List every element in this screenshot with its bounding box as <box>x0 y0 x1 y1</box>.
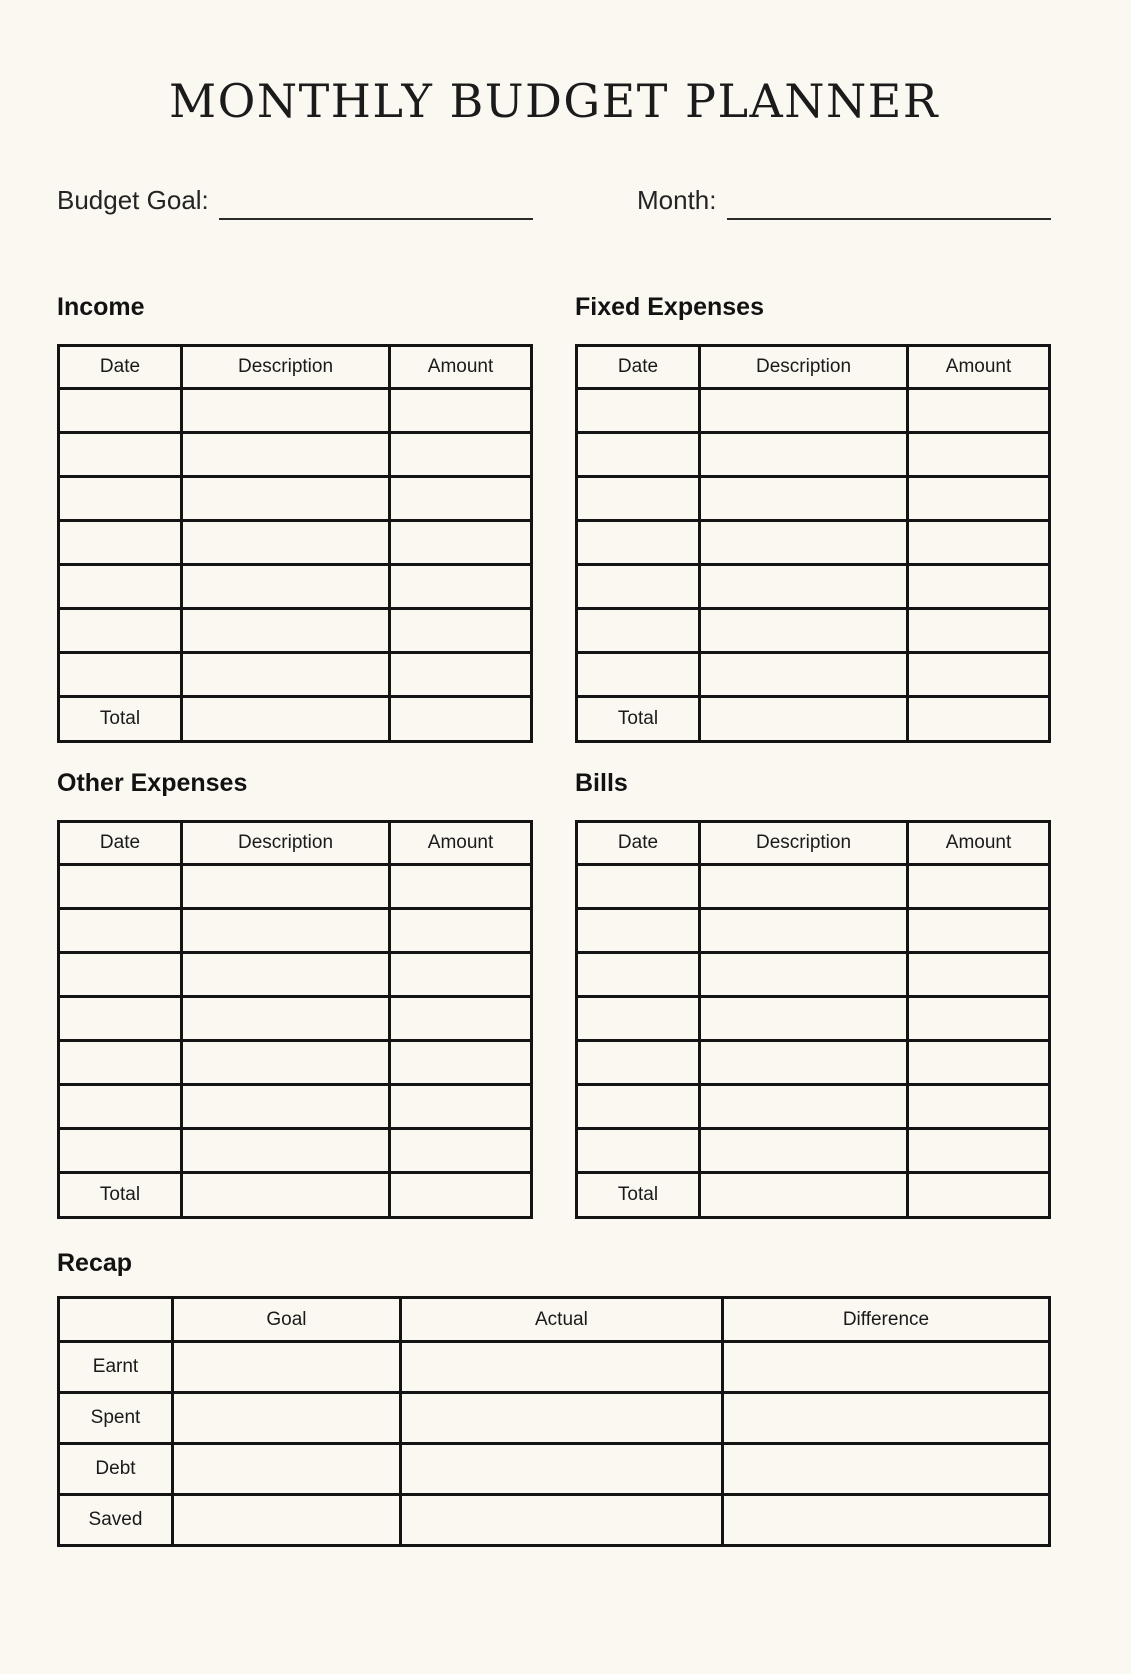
other-expenses-empty-cell-description[interactable] <box>181 865 389 909</box>
income-header-row <box>59 346 532 389</box>
income-empty-cell-amount[interactable] <box>390 389 532 433</box>
other-expenses-column-header-amount: Amount <box>390 822 532 865</box>
income-total-label: Total <box>59 697 182 742</box>
bills-total-description-cell[interactable] <box>699 1173 907 1218</box>
other-expenses-entry-row <box>59 865 532 909</box>
income-column-header-description: Description <box>181 346 389 389</box>
income-empty-cell-description[interactable] <box>181 653 389 697</box>
income-empty-cell-description[interactable] <box>181 609 389 653</box>
income-empty-cell-amount[interactable] <box>390 521 532 565</box>
recap-row-spent <box>59 1393 1050 1444</box>
other-expenses-column-header-date: Date <box>59 822 182 865</box>
fixed-expenses-empty-cell-description[interactable] <box>699 433 907 477</box>
income-empty-cell-date[interactable] <box>59 653 182 697</box>
recap-row-earnt <box>59 1342 1050 1393</box>
income-column-header-date: Date <box>59 346 182 389</box>
other-expenses-total-label: Total <box>59 1173 182 1218</box>
fixed-expenses-empty-cell-amount[interactable] <box>908 433 1050 477</box>
section-income <box>57 293 533 743</box>
recap-row-label: Earnt <box>59 1342 173 1393</box>
other-expenses-table <box>57 820 533 1219</box>
income-empty-cell-date[interactable] <box>59 433 182 477</box>
recap-row-label: Debt <box>59 1444 173 1495</box>
bills-column-header-description: Description <box>699 822 907 865</box>
bills-empty-cell-amount[interactable] <box>908 1129 1050 1173</box>
income-total-row <box>59 697 532 742</box>
month-field <box>637 185 1051 220</box>
income-empty-cell-date[interactable] <box>59 477 182 521</box>
other-expenses-total-amount-cell[interactable] <box>390 1173 532 1218</box>
fixed-expenses-table <box>575 344 1051 743</box>
income-heading: Income <box>57 293 145 322</box>
income-empty-cell-amount[interactable] <box>390 565 532 609</box>
bills-empty-cell-description[interactable] <box>699 997 907 1041</box>
fixed-expenses-entry-row <box>577 433 1050 477</box>
recap-empty-cell[interactable] <box>400 1495 722 1546</box>
other-expenses-empty-cell-date[interactable] <box>59 1129 182 1173</box>
income-column-header-amount: Amount <box>390 346 532 389</box>
fixed-expenses-total-amount-cell[interactable] <box>908 697 1050 742</box>
fixed-expenses-empty-cell-description[interactable] <box>699 477 907 521</box>
income-empty-cell-amount[interactable] <box>390 653 532 697</box>
fixed-expenses-total-label: Total <box>577 697 700 742</box>
recap-empty-cell[interactable] <box>172 1444 400 1495</box>
other-expenses-empty-cell-amount[interactable] <box>390 1041 532 1085</box>
recap-empty-cell[interactable] <box>722 1495 1049 1546</box>
fixed-expenses-column-header-amount: Amount <box>908 346 1050 389</box>
bills-empty-cell-amount[interactable] <box>908 1041 1050 1085</box>
income-entry-row <box>59 521 532 565</box>
income-empty-cell-description[interactable] <box>181 389 389 433</box>
fixed-expenses-column-header-description: Description <box>699 346 907 389</box>
section-recap <box>57 1249 1051 1547</box>
fixed-expenses-total-description-cell[interactable] <box>699 697 907 742</box>
recap-row-debt <box>59 1444 1050 1495</box>
recap-column-header-actual: Actual <box>400 1298 722 1342</box>
bills-total-row <box>577 1173 1050 1218</box>
bills-empty-cell-description[interactable] <box>699 1041 907 1085</box>
bills-total-amount-cell[interactable] <box>908 1173 1050 1218</box>
bills-empty-cell-description[interactable] <box>699 865 907 909</box>
income-entry-row <box>59 433 532 477</box>
other-expenses-total-row <box>59 1173 532 1218</box>
bills-entry-row <box>577 865 1050 909</box>
bills-empty-cell-description[interactable] <box>699 953 907 997</box>
fixed-expenses-empty-cell-date[interactable] <box>577 653 700 697</box>
budget-goal-label: Budget Goal: <box>57 185 209 216</box>
bills-empty-cell-amount[interactable] <box>908 865 1050 909</box>
fixed-expenses-empty-cell-date[interactable] <box>577 433 700 477</box>
other-expenses-empty-cell-amount[interactable] <box>390 997 532 1041</box>
bills-empty-cell-date[interactable] <box>577 997 700 1041</box>
other-expenses-heading: Other Expenses <box>57 769 248 798</box>
fixed-expenses-entry-row <box>577 389 1050 433</box>
fixed-expenses-header-row <box>577 346 1050 389</box>
fixed-expenses-entry-row <box>577 653 1050 697</box>
recap-empty-cell[interactable] <box>722 1342 1049 1393</box>
month-label: Month: <box>637 185 717 216</box>
other-expenses-empty-cell-amount[interactable] <box>390 909 532 953</box>
other-expenses-empty-cell-amount[interactable] <box>390 1085 532 1129</box>
income-entry-row <box>59 477 532 521</box>
other-expenses-header-row <box>59 822 532 865</box>
fixed-expenses-empty-cell-date[interactable] <box>577 521 700 565</box>
bills-empty-cell-date[interactable] <box>577 909 700 953</box>
income-empty-cell-date[interactable] <box>59 565 182 609</box>
fixed-expenses-entry-row <box>577 477 1050 521</box>
income-empty-cell-date[interactable] <box>59 609 182 653</box>
other-expenses-empty-cell-date[interactable] <box>59 909 182 953</box>
income-entry-row <box>59 565 532 609</box>
budget-planner-page <box>0 74 1131 1674</box>
bills-column-header-date: Date <box>577 822 700 865</box>
fixed-expenses-entry-row <box>577 565 1050 609</box>
bills-empty-cell-date[interactable] <box>577 1041 700 1085</box>
recap-empty-cell[interactable] <box>400 1342 722 1393</box>
section-fixed-expenses <box>575 293 1051 743</box>
income-empty-cell-description[interactable] <box>181 477 389 521</box>
recap-row-saved <box>59 1495 1050 1546</box>
income-empty-cell-description[interactable] <box>181 521 389 565</box>
fixed-expenses-empty-cell-description[interactable] <box>699 565 907 609</box>
bills-entry-row <box>577 1129 1050 1173</box>
bills-empty-cell-date[interactable] <box>577 1129 700 1173</box>
recap-column-header-blank <box>59 1298 173 1342</box>
fixed-expenses-entry-row <box>577 521 1050 565</box>
income-table <box>57 344 533 743</box>
income-entry-row <box>59 609 532 653</box>
other-expenses-column-header-description: Description <box>181 822 389 865</box>
recap-empty-cell[interactable] <box>400 1393 722 1444</box>
bills-empty-cell-description[interactable] <box>699 909 907 953</box>
fixed-expenses-empty-cell-date[interactable] <box>577 609 700 653</box>
recap-heading: Recap <box>57 1249 133 1278</box>
other-expenses-entry-row <box>59 909 532 953</box>
other-expenses-empty-cell-description[interactable] <box>181 1085 389 1129</box>
income-empty-cell-amount[interactable] <box>390 609 532 653</box>
income-entry-row <box>59 653 532 697</box>
section-other-expenses <box>57 769 533 1219</box>
bills-entry-row <box>577 909 1050 953</box>
page-title: MONTHLY BUDGET PLANNER <box>169 74 939 128</box>
fixed-expenses-empty-cell-amount[interactable] <box>908 565 1050 609</box>
other-expenses-entry-row <box>59 997 532 1041</box>
other-expenses-entry-row <box>59 1085 532 1129</box>
budget-goal-field <box>57 185 533 220</box>
recap-row-label: Saved <box>59 1495 173 1546</box>
bills-entry-row <box>577 1041 1050 1085</box>
other-expenses-empty-cell-description[interactable] <box>181 909 389 953</box>
income-empty-cell-description[interactable] <box>181 433 389 477</box>
bills-entry-row <box>577 1085 1050 1129</box>
other-expenses-entry-row <box>59 1041 532 1085</box>
recap-header-row <box>59 1298 1050 1342</box>
fixed-expenses-entry-row <box>577 609 1050 653</box>
bills-total-label: Total <box>577 1173 700 1218</box>
other-expenses-empty-cell-amount[interactable] <box>390 953 532 997</box>
other-expenses-entry-row <box>59 953 532 997</box>
bills-empty-cell-date[interactable] <box>577 953 700 997</box>
recap-empty-cell[interactable] <box>172 1495 400 1546</box>
recap-column-header-goal: Goal <box>172 1298 400 1342</box>
recap-table <box>57 1296 1051 1547</box>
bills-empty-cell-amount[interactable] <box>908 1085 1050 1129</box>
month-input-line[interactable] <box>727 185 1052 220</box>
other-expenses-empty-cell-date[interactable] <box>59 1041 182 1085</box>
bills-empty-cell-date[interactable] <box>577 1085 700 1129</box>
recap-empty-cell[interactable] <box>172 1342 400 1393</box>
bills-empty-cell-amount[interactable] <box>908 909 1050 953</box>
bills-entry-row <box>577 997 1050 1041</box>
other-expenses-entry-row <box>59 1129 532 1173</box>
bills-entry-row <box>577 953 1050 997</box>
other-expenses-empty-cell-date[interactable] <box>59 1085 182 1129</box>
recap-empty-cell[interactable] <box>400 1444 722 1495</box>
bills-column-header-amount: Amount <box>908 822 1050 865</box>
fixed-expenses-empty-cell-amount[interactable] <box>908 609 1050 653</box>
bills-header-row <box>577 822 1050 865</box>
other-expenses-empty-cell-amount[interactable] <box>390 1129 532 1173</box>
income-entry-row <box>59 389 532 433</box>
bills-heading: Bills <box>575 769 628 798</box>
fixed-expenses-empty-cell-amount[interactable] <box>908 389 1050 433</box>
recap-empty-cell[interactable] <box>172 1393 400 1444</box>
fixed-expenses-total-row <box>577 697 1050 742</box>
other-expenses-total-description-cell[interactable] <box>181 1173 389 1218</box>
recap-column-header-difference: Difference <box>722 1298 1049 1342</box>
fixed-expenses-empty-cell-description[interactable] <box>699 609 907 653</box>
fixed-expenses-heading: Fixed Expenses <box>575 293 764 322</box>
fixed-expenses-empty-cell-date[interactable] <box>577 477 700 521</box>
header-fields-row <box>57 185 1051 220</box>
fixed-expenses-empty-cell-description[interactable] <box>699 389 907 433</box>
tables-grid <box>57 293 1051 1219</box>
recap-row-label: Spent <box>59 1393 173 1444</box>
other-expenses-empty-cell-date[interactable] <box>59 865 182 909</box>
budget-goal-input-line[interactable] <box>219 185 533 220</box>
bills-empty-cell-amount[interactable] <box>908 997 1050 1041</box>
income-empty-cell-date[interactable] <box>59 521 182 565</box>
income-empty-cell-amount[interactable] <box>390 433 532 477</box>
recap-empty-cell[interactable] <box>722 1393 1049 1444</box>
fixed-expenses-empty-cell-description[interactable] <box>699 653 907 697</box>
bills-empty-cell-description[interactable] <box>699 1129 907 1173</box>
bills-table <box>575 820 1051 1219</box>
fixed-expenses-empty-cell-date[interactable] <box>577 389 700 433</box>
fixed-expenses-empty-cell-amount[interactable] <box>908 477 1050 521</box>
fixed-expenses-empty-cell-date[interactable] <box>577 565 700 609</box>
fixed-expenses-empty-cell-description[interactable] <box>699 521 907 565</box>
other-expenses-empty-cell-description[interactable] <box>181 1129 389 1173</box>
section-bills <box>575 769 1051 1219</box>
fixed-expenses-empty-cell-amount[interactable] <box>908 653 1050 697</box>
income-total-description-cell[interactable] <box>181 697 389 742</box>
income-empty-cell-description[interactable] <box>181 565 389 609</box>
other-expenses-empty-cell-description[interactable] <box>181 1041 389 1085</box>
income-empty-cell-date[interactable] <box>59 389 182 433</box>
other-expenses-empty-cell-description[interactable] <box>181 997 389 1041</box>
bills-empty-cell-date[interactable] <box>577 865 700 909</box>
bills-empty-cell-description[interactable] <box>699 1085 907 1129</box>
other-expenses-empty-cell-description[interactable] <box>181 953 389 997</box>
income-total-amount-cell[interactable] <box>390 697 532 742</box>
bills-empty-cell-amount[interactable] <box>908 953 1050 997</box>
income-empty-cell-amount[interactable] <box>390 477 532 521</box>
other-expenses-empty-cell-amount[interactable] <box>390 865 532 909</box>
other-expenses-empty-cell-date[interactable] <box>59 997 182 1041</box>
other-expenses-empty-cell-date[interactable] <box>59 953 182 997</box>
fixed-expenses-column-header-date: Date <box>577 346 700 389</box>
recap-empty-cell[interactable] <box>722 1444 1049 1495</box>
fixed-expenses-empty-cell-amount[interactable] <box>908 521 1050 565</box>
